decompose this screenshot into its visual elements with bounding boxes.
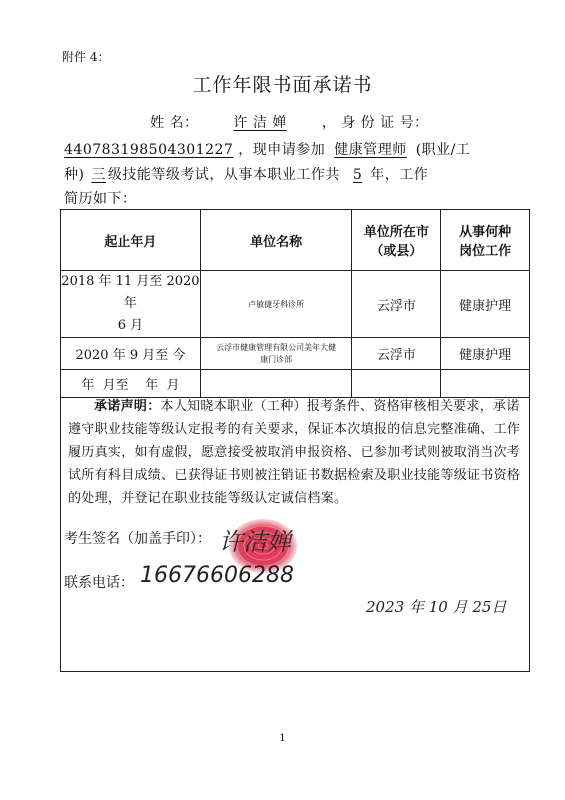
years-text: 年，工作 [370,167,429,183]
id-number: 440783198504301227 [64,142,234,158]
name-value: 许 洁 婵 [233,115,287,131]
id-label: ， 身 份 证 号： [321,115,429,131]
header-period: 起止年月 [61,210,201,271]
years-value: 5 [352,167,363,183]
row1-period: 2018 年 11 月至 2020 年 6 月 [61,271,201,338]
phone-label: 联系电话： [64,575,134,591]
table-row [61,338,530,370]
level-value: 三 [91,167,106,183]
name-line [150,112,429,132]
declaration-label: 承诺声明： [94,399,161,414]
job-type-text: (职业/工 [415,142,471,158]
page-number: 1 [279,733,286,744]
row2-city: 云浮市 [352,338,441,370]
id-line [64,139,470,159]
resume-label: 简历如下： [64,191,137,207]
attachment-label: 附件 4： [62,50,110,64]
name-label: 姓 名： [150,115,199,131]
occupation-value: 健康管理师 [334,142,407,158]
row1-city: 云浮市 [352,271,441,338]
row1-unit: 卢敏捷牙科诊所 [200,271,352,338]
header-city: 单位所在市 （或县） [352,210,441,271]
declaration-body: 本人知晓本职业（工种）报考条件、资格审核相关要求，承诺遵守职业技能等级认定报考的有关要求，保证本次填报的信息完整准确、工作履历真实，如有虚假，愿意接受被取消申报资格、已参加考试则被取消当次考试所有科目成绩、已获得证书则被注销证书数据检索及职业技能等级证书资格的处理，并登记在职业技能等级认定诚信档案。 [68,399,521,506]
handwritten-signature: 许洁婵 [219,528,291,556]
signature-label: 考生签名（加盖手印）： [64,531,211,547]
sign-date: 2023 年 10 月 25日 [366,598,507,616]
header-unit: 单位名称 [200,210,352,271]
level-text: 级技能等级考试，从事本职业工作共 [107,167,340,183]
apply-text: ，现申请参加 [238,142,326,158]
header-job: 从事何种 岗位工作 [441,210,530,271]
table-header-row [61,210,530,271]
level-line [64,164,428,184]
table-row [61,271,530,338]
declaration-text [68,395,523,510]
row3-period: 年 月至 年 月 [61,370,201,398]
page-title: 工作年限书面承诺书 [192,74,373,96]
row2-job: 健康护理 [441,338,530,370]
phone-value: 16676606288 [140,563,294,588]
job-type-text2: 种) [64,167,85,183]
row2-unit: 云浮市健康管理有限公司美年大健 康门诊部 [200,338,352,370]
row1-job: 健康护理 [441,271,530,338]
row2-period: 2020 年 9 月至 今 [61,338,201,370]
resume-table [60,209,530,398]
